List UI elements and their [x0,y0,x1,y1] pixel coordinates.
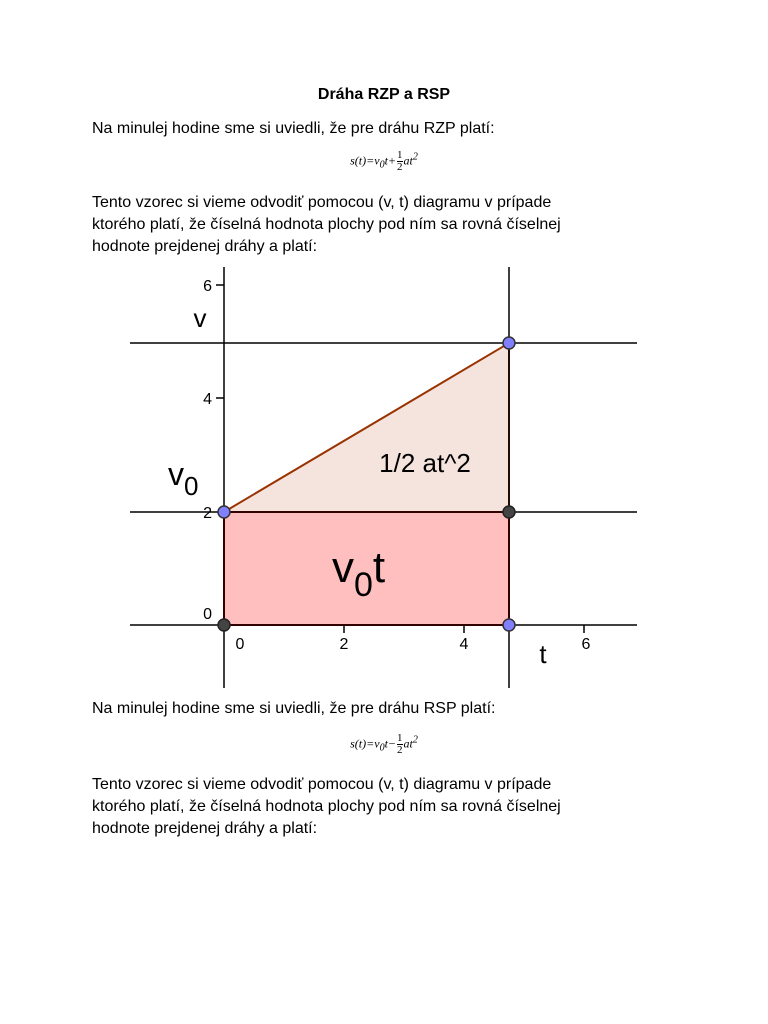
formula-eq: = [366,736,375,751]
point-v-final[interactable] [503,337,515,349]
rsp-line-3: hodnote prejdenej dráhy a platí: [92,820,318,837]
point-origin[interactable] [218,619,230,631]
x-axis-label: t [539,639,547,669]
rsp-explanation [92,774,692,840]
y-tick-label-6: 6 [203,278,212,295]
rzp-intro: Na minulej hodine sme si uviedli, že pre dráhu RZP platí: [92,120,495,137]
formula-v-sub: 0 [379,159,385,171]
rsp-intro: Na minulej hodine sme si uviedli, že pre dráhu RSP platí: [92,700,496,717]
point-t[interactable] [503,619,515,631]
rect-label-sub: 0 [354,566,373,604]
triangle-area [224,343,509,512]
v0-label-v: v [168,456,184,492]
triangle-area-label: 1/2 at^2 [379,448,471,478]
rect-label-t: t [372,543,386,592]
rsp-formula [0,733,768,756]
x-tick-label-6: 6 [581,636,591,653]
formula-op: + [387,153,397,168]
formula-op: − [387,736,397,751]
formula-at-sup: 2 [412,734,418,746]
formula-t: t [384,736,388,751]
v0-label [168,456,198,501]
fraction-den: 2 [397,744,403,756]
formula-lhs: s(t) [350,153,367,168]
rsp-line-2: ktorého platí, že číselná hodnota plochy pod ním sa rovná číselnej [92,798,561,815]
x-tick-label-2: 2 [339,636,349,653]
formula-v: v [374,736,380,751]
fraction-den: 2 [397,161,403,173]
formula-at-sup: 2 [412,151,418,163]
x-tick-label-0: 0 [235,636,245,653]
formula-eq: = [366,153,375,168]
y-axis-label: v [193,303,207,333]
formula-lhs: s(t) [350,736,367,751]
x-tick-label-4: 4 [459,636,469,653]
point-t-v0[interactable] [503,506,515,518]
y-tick-label-2: 2 [203,505,212,522]
rzp-line-1: Tento vzorec si vieme odvodiť pomocou (v, t) diagramu v prípade [92,194,552,211]
page-title: Dráha RZP a RSP [317,86,451,103]
formula-v: v [374,153,380,168]
formula-v-sub: 0 [379,742,385,754]
formula-at: at [403,153,413,168]
formula-fraction [397,733,403,756]
rsp-line-1: Tento vzorec si vieme odvodiť pomocou (v, t) diagramu v prípade [92,776,552,793]
formula-at: at [403,736,413,751]
fraction-num: 1 [397,149,403,161]
rect-label-v: v [332,543,354,592]
v0-label-sub: 0 [184,471,199,501]
point-v0[interactable] [218,506,230,518]
y-tick-label-0: 0 [203,606,212,623]
fraction-num: 1 [397,732,403,744]
rzp-line-3: hodnote prejdenej dráhy a platí: [92,238,318,255]
y-tick-label-4: 4 [203,391,212,408]
rzp-line-2: ktorého platí, že číselná hodnota plochy pod ním sa rovná číselnej [92,216,561,233]
formula-t: t [384,153,388,168]
